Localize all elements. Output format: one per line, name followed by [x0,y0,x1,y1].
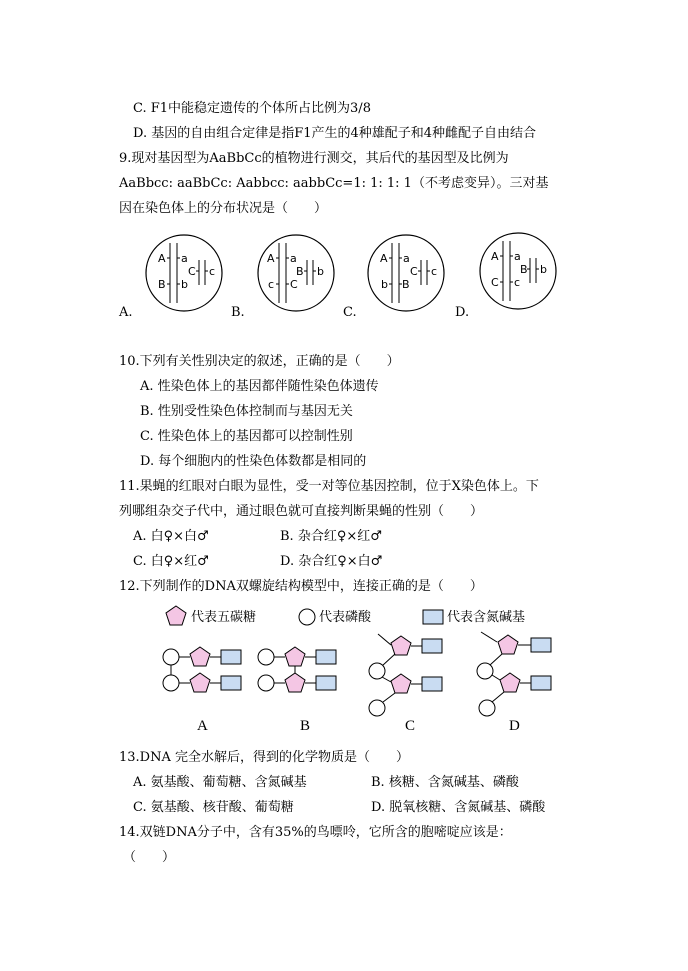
q9-a-gene-b: b [181,278,188,291]
q9-label-d: D. [455,305,470,320]
q9-b-gene-C: C [290,278,298,291]
q10-stem: 10.下列有关性别决定的叙述，正确的是（ ） [119,354,400,369]
q12-label-c: C [405,718,416,734]
q8-option-d: D. 基因的自由组合定律是指F1产生的4种雄配子和4种雌配子自由结合 [133,126,537,141]
q12-model-d [477,632,551,716]
q9-d-gene-B: B [520,263,528,276]
q9-a-gene-A: A [158,252,166,265]
q9-stem-line1: 9.现对基因型为AaBbCc的植物进行测交，其后代的基因型及比例为 [119,151,509,166]
q13-stem: 13.DNA 完全水解后，得到的化学物质是（ ） [119,750,409,765]
q9-cell-b [258,235,334,311]
q9-c-gene-c: c [431,265,438,278]
q12-model-b [258,647,336,692]
q9-d-gene-b: b [540,263,547,276]
q10-option-b: B. 性别受性染色体控制而与基因无关 [140,404,353,419]
q9-cell-c [368,235,444,311]
q9-a-gene-C: C [188,265,196,278]
q9-d-gene-A: A [491,250,499,263]
q11-stem-line2: 列哪组杂交子代中，通过眼色就可直接判断果蝇的性别（ ） [119,504,484,519]
q9-stem-line3: 因在染色体上的分布状况是（ ） [119,201,328,216]
q9-d-gene-c: c [514,276,521,289]
q9-label-c: C. [343,305,357,320]
q12-model-a [163,647,241,692]
q14-stem-line1: 14.双链DNA分子中，含有35%的鸟嘌呤，它所含的胞嘧啶应该是： [119,825,512,840]
q9-d-gene-a: a [514,250,521,263]
q9-c-gene-b: b [381,278,388,291]
pentagon-legend-icon [166,606,186,625]
q9-diagrams [0,225,688,335]
q9-c-gene-A: A [380,252,388,265]
q9-c-gene-C: C [410,265,418,278]
q13-option-d: D. 脱氧核糖、含氮碱基、磷酸 [371,800,546,815]
q13-option-b: B. 核糖、含氮碱基、磷酸 [371,775,519,790]
q9-a-gene-a: a [181,252,188,265]
q9-c-gene-a: a [403,252,410,265]
q13-option-c: C. 氨基酸、核苷酸、葡萄糖 [133,800,294,815]
q9-a-gene-B: B [158,278,166,291]
legend-rect-label: 代表含氮碱基 [447,610,526,625]
q12-model-c [369,634,442,716]
q11-option-b: B. 杂合红♀×红♂ [280,529,382,544]
rect-legend-icon [423,610,443,624]
q11-option-a: A. 白♀×白♂ [133,529,209,544]
q10-option-c: C. 性染色体上的基因都可以控制性别 [140,429,353,444]
q12-label-b: B [300,718,311,734]
q9-a-gene-c: c [209,265,216,278]
q8-option-c: C. F1中能稳定遗传的个体所占比例为3/8 [133,101,371,116]
q12-label-a: A [197,718,208,734]
q9-label-b: B. [231,305,245,320]
q9-b-gene-b: b [317,265,324,278]
q9-stem-line2: AaBbcc: aaBbCc: Aabbcc: aabbCc=1: 1: 1: 1（不考虑变异）。三对基 [119,176,549,191]
q10-option-a: A. 性染色体上的基因都伴随性染色体遗传 [140,379,379,394]
legend-circle-label: 代表磷酸 [319,610,372,625]
q12-stem: 12.下列制作的DNA双螺旋结构模型中，连接正确的是（ ） [119,579,483,594]
q9-b-gene-B: B [296,265,304,278]
q11-option-c: C. 白♀×红♂ [133,554,209,569]
circle-legend-icon [299,609,315,625]
q9-b-gene-c: c [268,278,275,291]
q12-dna-models [0,602,688,737]
q11-option-d: D. 杂合红♀×白♂ [280,554,383,569]
q9-cell-a [146,235,222,311]
q11-stem-line1: 11.果蝇的红眼对白眼为显性，受一对等位基因控制，位于X染色体上。下 [119,479,539,494]
q9-b-gene-A: A [267,252,275,265]
q10-option-d: D. 每个细胞内的性染色体数都是相同的 [140,454,367,469]
q9-cell-d [480,233,556,309]
q12-label-d: D [509,718,520,734]
q9-label-a: A. [119,305,133,320]
q14-stem-line2: （ ） [123,850,176,865]
q9-c-gene-B: B [402,278,410,291]
q13-option-a: A. 氨基酸、葡萄糖、含氮碱基 [133,775,307,790]
legend-pentagon-label: 代表五碳糖 [191,610,257,625]
q9-b-gene-a: a [290,252,297,265]
q9-d-gene-C: C [491,276,499,289]
